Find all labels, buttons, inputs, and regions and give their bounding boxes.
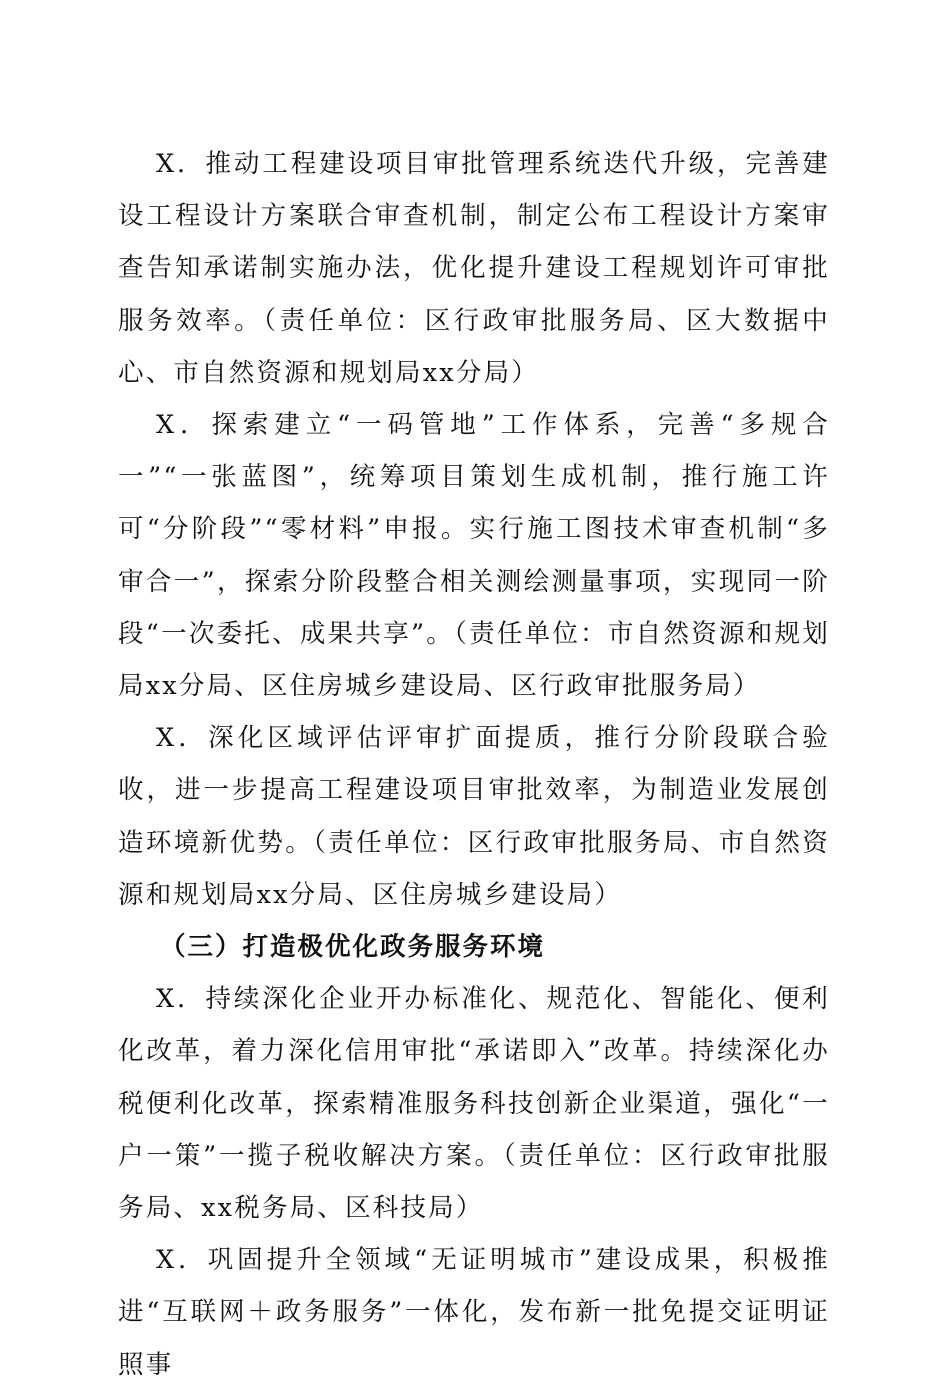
document-body [118,138,830,1391]
section-heading: （三）打造极优化政务服务环境 [160,932,546,963]
paragraph-certificate-free-city: X．巩固提升全领域“无证明城市”建设成果，积极推进“互联网＋政务服务”一体化，发布新一批免提交证明证照事 [118,1245,830,1380]
paragraph-enterprise-startup-reform: X．持续深化企业开办标准化、规范化、智能化、便利化改革，着力深化信用审批“承诺即入”改革。持续深化办税便利化改革，探索精准服务科技创新企业渠道，强化“一户一策”一揽子税收解决方案。（责任单位：区行政审批服务局、xx税务局、区科技局） [118,984,830,1224]
paragraph-engineering-approval-system: X．推动工程建设项目审批管理系统迭代升级，完善建设工程设计方案联合审查机制，制定公布工程设计方案审查告知承诺制实施办法，优化提升建设工程规划许可审批服务效率。（责任单位：区行政审批服务局、区大数据中心、市自然资源和规划局xx分局） [118,149,830,388]
paragraph-regional-assessment: X．深化区域评估评审扩面提质，推行分阶段联合验收，进一步提高工程建设项目审批效率，为制造业发展创造环境新优势。（责任单位：区行政审批服务局、市自然资源和规划局xx分局、区住房城乡建设局） [118,723,830,910]
paragraph-land-code-management: X．探索建立“一码管地”工作体系，完善“多规合一”“一张蓝图”，统筹项目策划生成机制，推行施工许可“分阶段”“零材料”申报。实行施工图技术审查机制“多审合一”，探索分阶段整合相关测绘测量事项，实现同一阶段“一次委托、成果共享”。（责任单位：市自然资源和规划局xx分局、区住房城乡建设局、区行政审批服务局） [118,410,830,702]
